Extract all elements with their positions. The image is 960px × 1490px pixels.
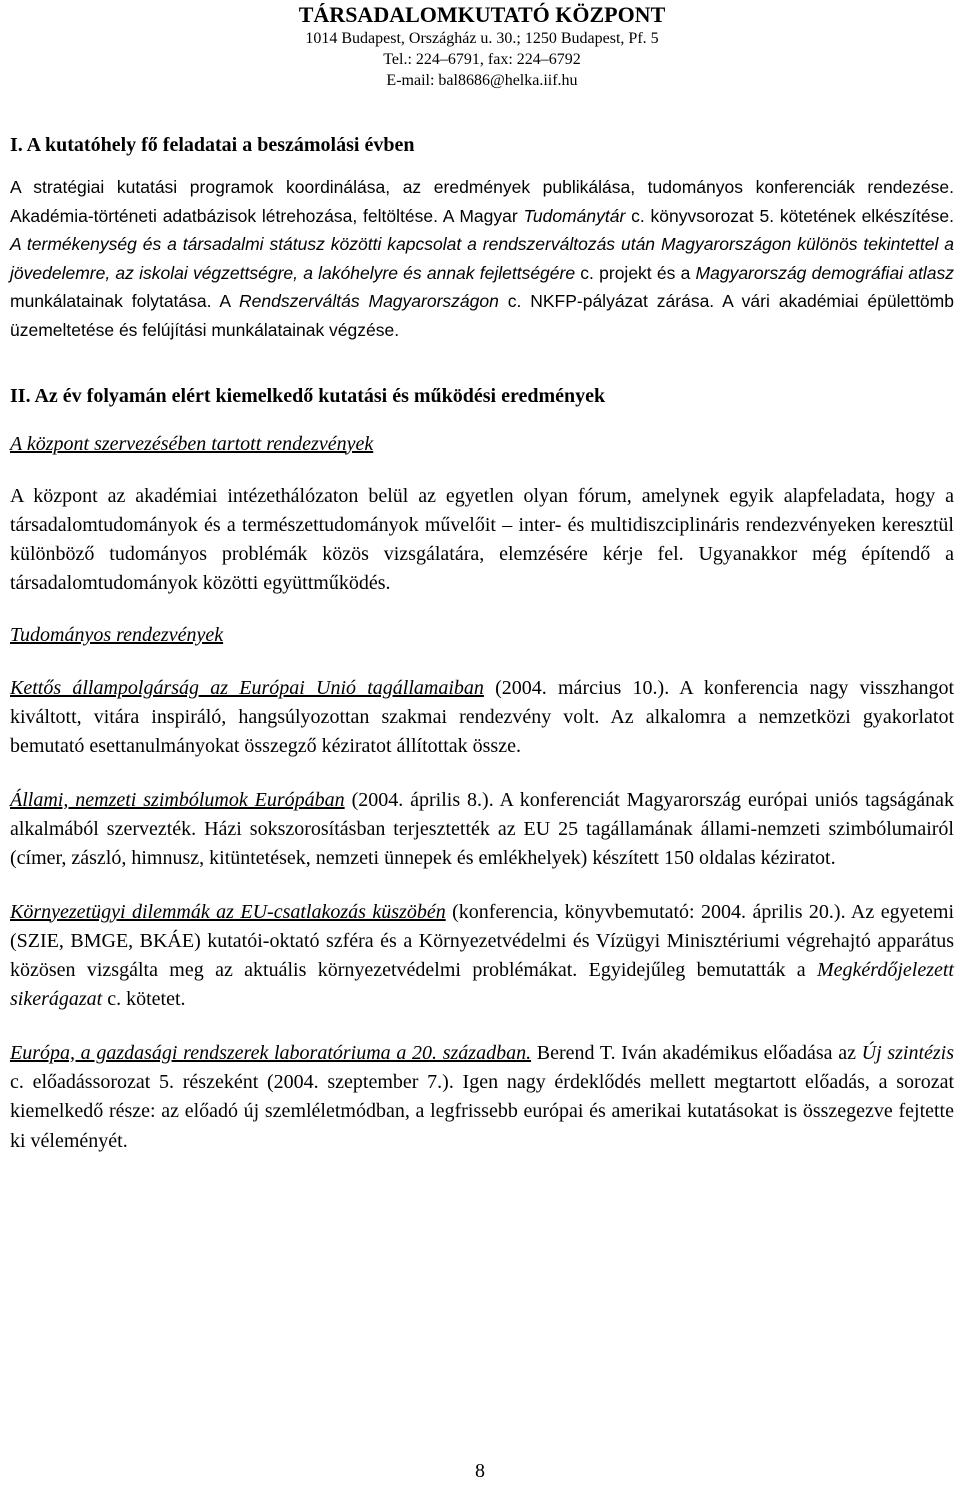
event-text: (2004. március 10.). A konferencia nagy visszhangot kiváltott, vitára inspiráló, hangsúlyozottan szakmai rendezvény volt. Az alkalomra a nemzetközi gyakorlatot bemutató esettanulmányokat összegző kéziratot állítottak össze.	[10, 676, 954, 758]
text-run: c. könyvsorozat 5. kötetének elkészítése.	[625, 205, 954, 226]
project-title: A termékenység és a társadalmi státusz közötti kapcsolat a rendszerváltozás után Magyarországon különös tekintettel a jövedelemre, az iskolai végzettségre, a lakóhelyre és annak fejlettségére	[10, 234, 954, 283]
text-run: A stratégiai kutatási programok koordinálása, az eredmények publikálása, tudományos konferenciák rendezése. Akadémia-történeti adatbázisok létrehozása, feltöltése. A Magyar	[10, 177, 954, 226]
section1-paragraph	[10, 173, 954, 345]
series-title: Új szintézis	[861, 1041, 955, 1064]
letterhead	[10, 2, 954, 91]
event-paragraph-3	[10, 898, 954, 1015]
event-title: Kettős állampolgárság az Európai Unió tagállamaiban	[10, 676, 484, 699]
org-email: E-mail: bal8686@helka.iif.hu	[386, 72, 578, 89]
page-number: 8	[475, 1460, 485, 1482]
event-title: Környezetügyi dilemmák az EU-csatlakozás küszöbén	[10, 900, 446, 923]
event-text: c. kötetet.	[102, 988, 186, 1011]
subheading-scientific-events: Tudományos rendezvények	[10, 623, 224, 646]
text-run: c. NKFP-pályázat zárása. A vári akadémiai épülettömb üzemeltetése és felújítási munkálatainak végzése.	[10, 291, 954, 340]
event-text: c. előadássorozat 5. részeként (2004. szeptember 7.). Igen nagy érdeklődés mellett megtartott előadás, a sorozat kiemelkedő része: az előadó új szemléletmódban, a legfrissebb európai és amerikai kutatásokat is összegezve fejtette ki véleményét.	[10, 1071, 954, 1152]
event-paragraph-4	[10, 1039, 954, 1156]
section1-heading: I. A kutatóhely fő feladatai a beszámolási évben	[10, 134, 415, 156]
event-title: Európa, a gazdasági rendszerek laboratóriuma a 20. században.	[10, 1041, 532, 1064]
org-name: TÁRSADALOMKUTATÓ KÖZPONT	[298, 2, 666, 27]
org-address: 1014 Budapest, Országház u. 30.; 1250 Budapest, Pf. 5	[305, 30, 659, 47]
intro-paragraph: A központ az akadémiai intézethálózaton belül az egyetlen olyan fórum, amelynek egyik alapfeladata, hogy a társadalomtudományok és a természettudományok művelőit – inter- és multidiszciplináris rendezvényeken keresztül különböző tudományos problémák közös vizsgálatára, elemzésére kérje fel. Ugyanakkor még építendő a társadalomtudományok közötti együttműködés.	[10, 484, 954, 595]
document-page	[10, 0, 954, 1156]
text-run: c. projekt és a	[575, 262, 696, 283]
event-text: (2004. április 8.). A konferenciát Magyarország európai uniós tagságának alkalmából szervezték. Házi sokszorosításban terjesztették az EU 25 tagállamának állami-nemzeti szimbólumairól (címer, zászló, himnusz, kitüntetések, nemzeti ünnepek és emlékhelyek) készített 150 oldalas kéziratot.	[10, 788, 954, 870]
event-text: Berend T. Iván akadémikus előadása az	[531, 1041, 862, 1064]
book-series-title: Tudománytár	[523, 205, 626, 226]
section2-heading: II. Az év folyamán elért kiemelkedő kutatási és működési eredmények	[10, 384, 606, 407]
book-title: Megkérdőjelezett sikerágazat	[10, 959, 954, 1011]
text-run: munkálatainak folytatása. A	[10, 291, 239, 312]
org-phone: Tel.: 224–6791, fax: 224–6792	[383, 51, 581, 68]
event-title: Állami, nemzeti szimbólumok Európában	[10, 788, 345, 811]
project-title: Rendszerváltás Magyarországon	[239, 291, 499, 312]
subheading-events: A központ szervezésében tartott rendezvények	[10, 432, 374, 455]
event-text: (konferencia, könyvbemutató: 2004. április 20.). Az egyetemi (SZIE, BMGE, BKÁE) kutatói-oktató szféra és a Környezetvédelmi és Vízügyi Minisztériumi végrehajtó apparátus közösen vizsgálta meg az aktuális környezetvédelmi problémákat. Egyidejűleg bemutatták a	[10, 900, 954, 982]
event-paragraph-2	[10, 786, 954, 874]
event-paragraph-1	[10, 674, 954, 762]
atlas-title: Magyarország demográfiai atlasz	[695, 262, 954, 283]
